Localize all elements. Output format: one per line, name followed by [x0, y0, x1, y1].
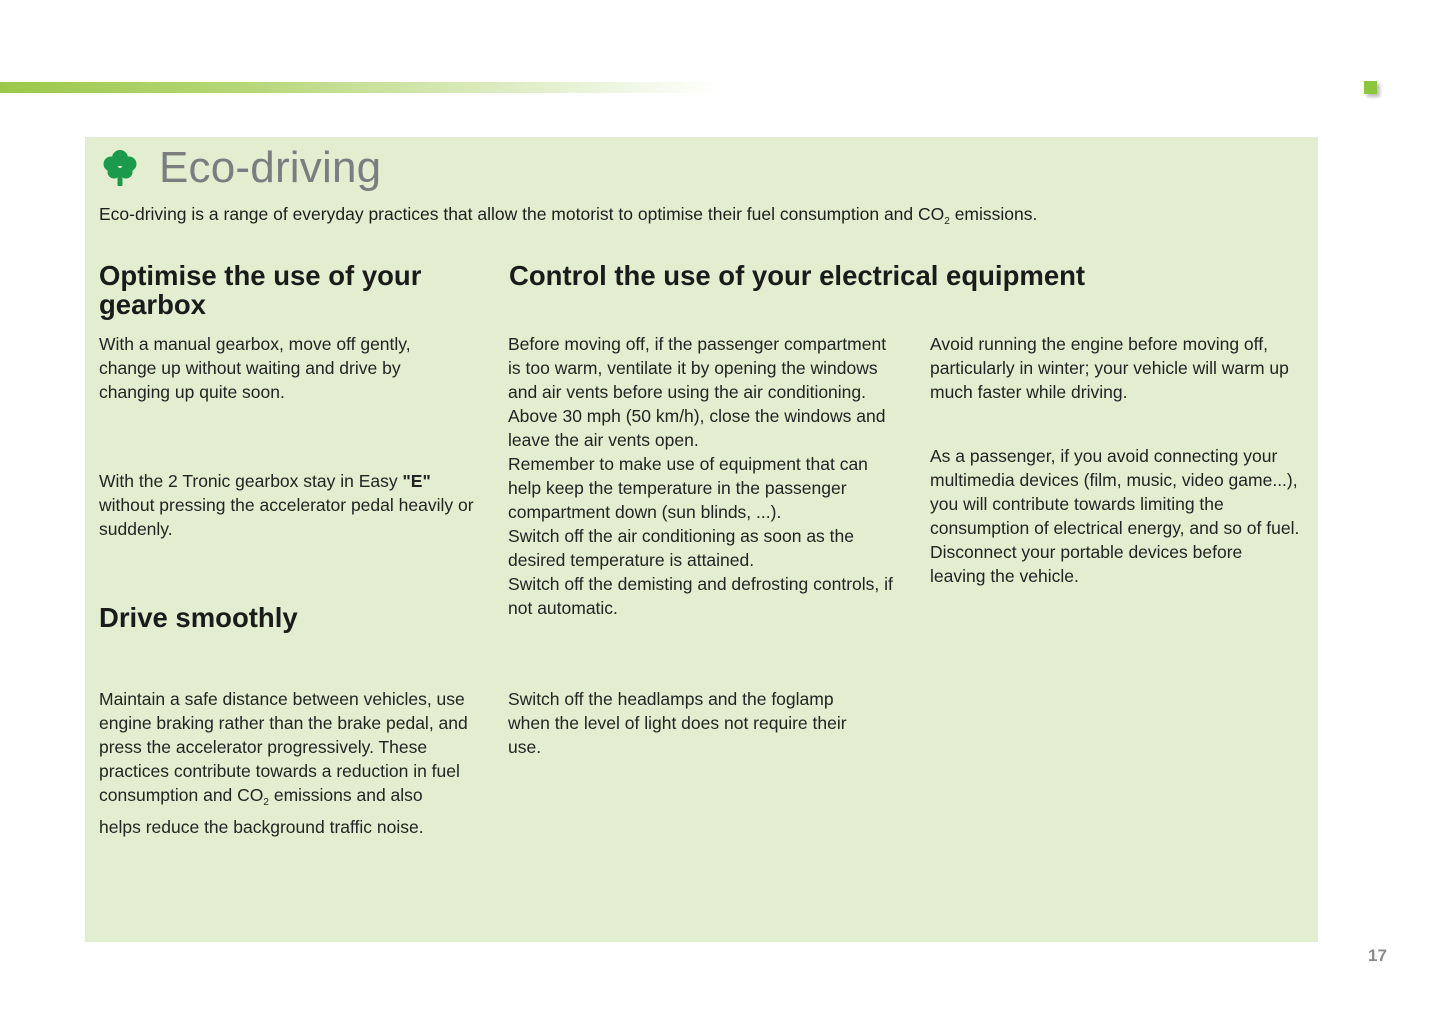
- electrical-equipment-heading: Control the use of your electrical equipment: [509, 260, 1086, 291]
- tronic-gearbox-text: With the 2 Tronic gearbox stay in Easy "E" without pressing the accelerator pedal heavily or suddenly.: [99, 471, 474, 539]
- engine-warmup-text: Avoid running the engine before moving off, particularly in winter; your vehicle will warm up much faster while driving.: [930, 334, 1289, 402]
- portable-devices-text: Disconnect your portable devices before leaving the vehicle.: [930, 542, 1243, 586]
- drive-smoothly-text: Maintain a safe distance between vehicles, use engine braking rather than the brake pedal, and press the accelerator progressively. These practices contribute towards a reduction in fuel consumption and $CO_2$ emissions and also helps reduce the background traffic noise.: [99, 689, 468, 837]
- air-conditioning-text: Switch off the air conditioning as soon as the desired temperature is attained.: [508, 526, 855, 570]
- demisting-text: Switch off the demisting and defrosting controls, if not automatic.: [508, 574, 893, 618]
- page-number: 17: [1368, 946, 1387, 965]
- electrical-col1-text: [508, 332, 900, 620]
- sun-blinds-text: Remember to make use of equipment that can help keep the temperature in the passenger compartment down (sun blinds, ...).: [508, 454, 868, 522]
- manual-gearbox-text: With a manual gearbox, move off gently, change up without waiting and drive by changing up quite soon.: [99, 334, 411, 402]
- green-square-marker-icon: [1364, 81, 1377, 94]
- ventilate-text: Before moving off, if the passenger compartment is too warm, ventilate it by opening the windows and air vents before using the air conditioning.: [508, 334, 887, 402]
- tree-icon: [102, 148, 138, 188]
- electrical-col2-text: [930, 444, 1300, 588]
- intro-text: Eco-driving is a range of everyday practices that allow the motorist to optimise their fuel consumption and $CO_2$ emissions.: [99, 204, 1038, 227]
- windows-speed-text: Above 30 mph (50 km/h), close the windows and leave the air vents open.: [508, 406, 886, 450]
- drive-smoothly-heading: Drive smoothly: [99, 602, 298, 633]
- headlamps-text: Switch off the headlamps and the foglamp when the level of light does not require their use.: [508, 689, 847, 757]
- gearbox-heading: Optimise the use of your gearbox: [99, 260, 422, 320]
- page-title: Eco-driving: [159, 143, 382, 192]
- top-accent-stripe: [0, 82, 720, 93]
- multimedia-devices-text: As a passenger, if you avoid connecting your multimedia devices (film, music, video game...), you will contribute towards limiting the consumption of electrical energy, and so of fuel.: [930, 446, 1300, 538]
